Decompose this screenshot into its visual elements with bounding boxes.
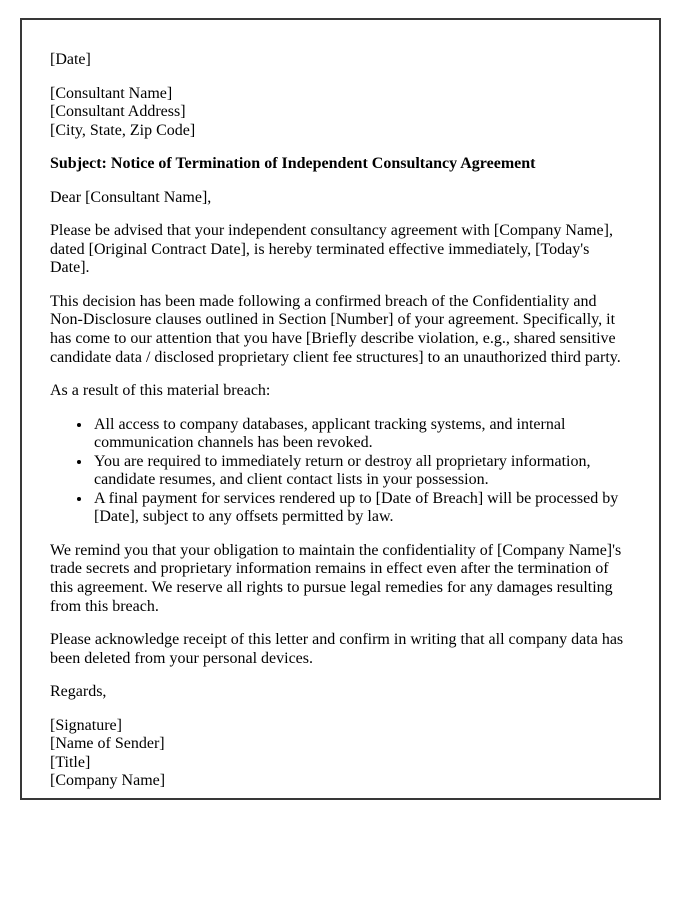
breach-consequences-list	[50, 416, 629, 527]
date-line: [Date]	[50, 51, 91, 68]
paragraph-confidentiality-reminder: We remind you that your obligation to maintain the confidentiality of [Company Name]'s trade secrets and proprietary information remains in effect even after the termination of this agreement. We reserve all rights to pursue legal remedies for any damages resulting from this breach.	[50, 541, 622, 615]
subject-line: Subject: Notice of Termination of Independent Consultancy Agreement	[50, 155, 536, 173]
paragraph-breach-description: This decision has been made following a confirmed breach of the Confidentiality and Non-Disclosure clauses outlined in Section [Number] of your agreement. Specifically, it has come to our attention that you have [Briefly describe violation, e.g., shared sensitive candidate data / disclosed proprietary client fee structures] to an unauthorized third party.	[50, 292, 621, 366]
list-item-final-payment: • A final payment for services rendered up to [Date of Breach] will be processed by [Date], subject to any offsets permitted by law.	[92, 490, 629, 527]
sender-name: [Name of Sender]	[50, 735, 165, 753]
sign-off: Regards,	[50, 683, 107, 701]
sender-title: [Title]	[50, 753, 91, 771]
paragraph-breach-lead-in: As a result of this material breach:	[50, 382, 271, 400]
recipient-city-state-zip: [City, State, Zip Code]	[50, 121, 196, 139]
salutation: Dear [Consultant Name],	[50, 188, 212, 206]
paragraph-acknowledge-receipt: Please acknowledge receipt of this letter and confirm in writing that all company data has been deleted from your personal devices.	[50, 631, 624, 667]
paragraph-termination-notice: Please be advised that your independent consultancy agreement with [Company Name], dated [Original Contract Date], is hereby terminated effective immediately, [Today's Date].	[50, 222, 613, 277]
signature-block	[50, 717, 629, 791]
letter-document	[20, 18, 661, 800]
recipient-address: [Consultant Address]	[50, 103, 186, 121]
recipient-name: [Consultant Name]	[50, 84, 173, 102]
recipient-block	[50, 85, 629, 141]
sender-company: [Company Name]	[50, 772, 166, 790]
signature-placeholder: [Signature]	[50, 716, 122, 734]
list-item-access-revoked: • All access to company databases, applicant tracking systems, and internal communication channels has been revoked.	[92, 416, 629, 453]
list-item-return-property: • You are required to immediately return or destroy all proprietary information, candidate resumes, and client contact lists in your possession.	[92, 453, 629, 490]
